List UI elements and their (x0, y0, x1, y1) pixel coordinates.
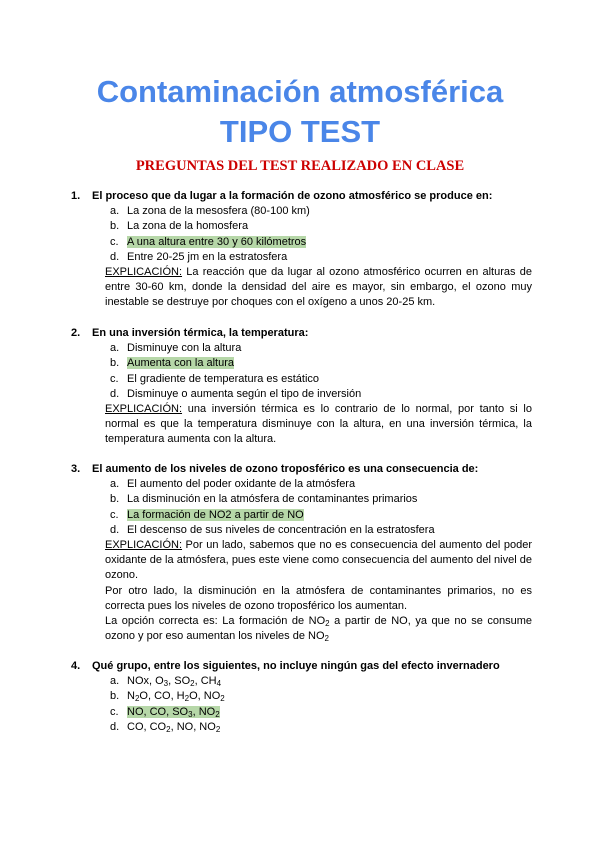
option-b-correct (110, 356, 532, 371)
option-letter: c. (110, 705, 119, 718)
option-d (110, 720, 532, 735)
option-letter: a. (110, 478, 120, 491)
question-number: 4. (71, 660, 81, 672)
option-text: Entre 20-25 jm en la estratosfera (127, 250, 288, 263)
explanation-label: EXPLICACIÓN: (105, 403, 183, 416)
option-text: La zona de la homosfera (127, 220, 249, 233)
question-4-title (71, 659, 532, 674)
question-2-title (71, 326, 532, 341)
option-b (110, 219, 532, 234)
option-b (110, 492, 532, 507)
option-letter: a. (110, 205, 120, 218)
question-2-options (92, 341, 532, 402)
explanation-text: La reacción que da lugar al ozono atmosférico ocurren en alturas de entre 30-60 km, donde la densidad del aire es mayor, sin embargo, el ozono muy inestable se destruye por choques con el oxígeno a unos 20-25 km. (105, 266, 532, 309)
option-text: El descenso de sus niveles de concentración en la estratosfera (127, 523, 435, 536)
question-text: El aumento de los niveles de ozono troposférico es una consecuencia de: (92, 463, 479, 475)
correct-answer-highlight: La formación de NO2 a partir de NO (127, 508, 304, 521)
explanation-paragraph-2: Por otro lado, la disminución en la atmósfera de contaminantes primarios, no es correcta pues los niveles de ozono troposférico los aumentan. (105, 584, 532, 612)
question-2 (71, 326, 532, 448)
correct-answer-highlight: NO, CO, $SO_3$, $NO_2$ (127, 705, 220, 719)
question-1-options (92, 204, 532, 265)
correct-answer-highlight: Aumenta con la altura (127, 357, 235, 370)
option-text: $N_2O$, CO, $H_2O$, $NO_2$ (127, 690, 225, 704)
explanation-label: EXPLICACIÓN: (105, 539, 183, 552)
option-text: El aumento del poder oxidante de la atmósfera (127, 478, 356, 491)
question-text: Qué grupo, entre los siguientes, no incluye ningún gas del efecto invernadero (92, 660, 500, 672)
explanation-paragraph-3 (105, 614, 532, 644)
option-c-correct (110, 235, 532, 250)
explanation-text: a partir de NO, ya que no se consume ozono y por eso aumentan los niveles de NO (105, 615, 532, 643)
question-text: En una inversión térmica, la temperatura: (92, 327, 309, 339)
option-letter: b. (110, 357, 120, 370)
option-text: El gradiente de temperatura es estático (127, 372, 320, 385)
document-title-line2: TIPO TEST (219, 114, 381, 149)
question-4-options (92, 674, 532, 735)
question-3-options (92, 477, 532, 538)
option-a (110, 204, 532, 219)
option-text: La disminución en la atmósfera de contaminantes primarios (127, 493, 418, 506)
question-number: 2. (71, 327, 81, 339)
option-c-correct (110, 508, 532, 523)
question-3 (71, 462, 532, 644)
question-4 (71, 659, 532, 735)
question-3-explanation (105, 538, 532, 644)
subscript: 2 (325, 619, 330, 629)
explanation-text: Por un lado, sabemos que no es consecuencia del aumento del poder oxidante de la atmósfera, pues este viene como consecuencia del aumento del nivel de ozono. (105, 539, 532, 582)
option-letter: c. (110, 508, 119, 521)
option-b (110, 689, 532, 704)
option-text: La zona de la mesosfera (80-100 km) (127, 205, 310, 218)
document-title-line1: Contaminación atmosférica (96, 74, 504, 109)
option-letter: b. (110, 493, 120, 506)
option-letter: c. (110, 235, 119, 248)
document-subtitle: PREGUNTAS DEL TEST REALIZADO EN CLASE (135, 158, 465, 174)
option-letter: b. (110, 220, 120, 233)
explanation-text: una inversión térmica es lo contrario de lo normal, por tanto si lo normal es que la temperatura disminuye con la altura, en una inversión térmica, la temperatura aumenta con la altura. (105, 403, 532, 446)
option-c-correct (110, 705, 532, 720)
option-a (110, 674, 532, 689)
question-1-explanation (105, 265, 532, 311)
question-1-title (71, 189, 532, 204)
option-text: CO, $CO_2$, NO, $NO_2$ (127, 720, 221, 734)
option-letter: d. (110, 720, 120, 733)
correct-answer-highlight: A una altura entre 30 y 60 kilómetros (127, 235, 307, 248)
option-letter: b. (110, 690, 120, 703)
option-a (110, 477, 532, 492)
explanation-text: La opción correcta es: La formación de NO (105, 615, 326, 628)
option-d (110, 387, 532, 402)
option-a (110, 341, 532, 356)
option-letter: d. (110, 250, 120, 263)
option-letter: d. (110, 523, 120, 536)
question-number: 1. (71, 190, 81, 202)
option-letter: c. (110, 372, 119, 385)
question-2-explanation (105, 402, 532, 448)
option-text: Disminuye con la altura (127, 342, 242, 355)
question-3-title (71, 462, 532, 477)
subscript: 2 (324, 634, 329, 644)
option-text: Disminuye o aumenta según el tipo de inversión (127, 387, 362, 400)
question-text: El proceso que da lugar a la formación de ozono atmosférico se produce en: (92, 190, 493, 202)
option-text: NOx, $O_3$, $SO_2$, $CH_4$ (127, 675, 222, 689)
question-1 (71, 189, 532, 311)
option-letter: a. (110, 675, 120, 688)
option-d (110, 250, 532, 265)
explanation-label: EXPLICACIÓN: (105, 266, 183, 279)
option-c (110, 372, 532, 387)
option-letter: a. (110, 342, 120, 355)
option-letter: d. (110, 387, 120, 400)
question-number: 3. (71, 463, 81, 475)
option-d (110, 523, 532, 538)
